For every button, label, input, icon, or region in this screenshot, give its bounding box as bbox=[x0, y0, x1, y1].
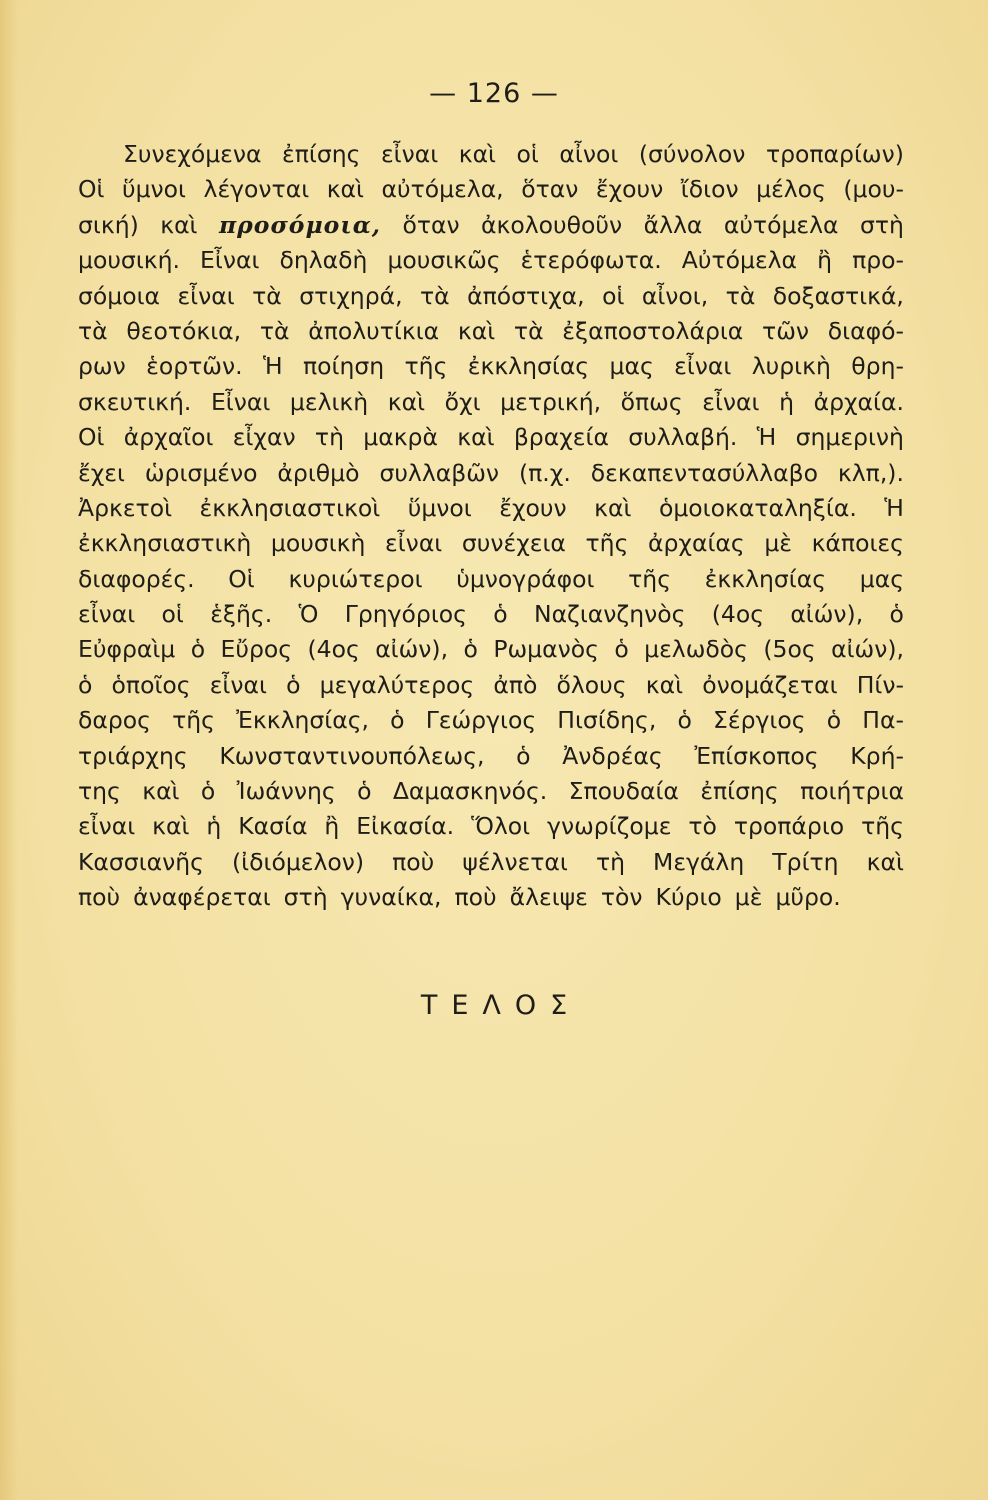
text-line: δαρος τῆς Ἐκκλησίας, ὁ Γεώργιος Πισίδης, ὁ Σέργιος ὁ Πα- bbox=[78, 706, 904, 735]
text-line: ἔχει ὡρισμένο ἀριθμὸ συλλαβῶν (π.χ. δεκαπεντασύλλαβο κλπ,). bbox=[78, 458, 904, 487]
text-line: Κασσιανῆς (ἰδιόμελον) ποὺ ψέλνεται τὴ Μεγάλη Τρίτη καὶ bbox=[78, 847, 904, 876]
text-line: τὰ θεοτόκια, τὰ ἀπολυτίκια καὶ τὰ ἐξαποστολάρια τῶν διαφό- bbox=[78, 316, 904, 345]
text-line: σική) καὶ προσόμοια, ὅταν ἀκολουθοῦν ἄλλα αὐτόμελα στὴ bbox=[78, 210, 904, 239]
emphasized-term: προσόμοια, bbox=[218, 210, 381, 239]
text-line: ποὺ ἀναφέρεται στὴ γυναίκα, ποὺ ἄλειψε τὸν Κύριο μὲ μῦρο. bbox=[78, 883, 841, 912]
text-line: σκευτική. Εἶναι μελικὴ καὶ ὄχι μετρική, ὅπως εἶναι ἡ ἀρχαία. bbox=[78, 387, 904, 416]
text-line: της καὶ ὁ Ἰωάννης ὁ Δαμασκηνός. Σπουδαία ἐπίσης ποιήτρια bbox=[78, 777, 904, 806]
text-line: διαφορές. Οἱ κυριώτεροι ὑμνογράφοι τῆς ἐκκλησίας μας bbox=[78, 564, 904, 593]
text-line: Συνεχόμενα ἐπίσης εἶναι καὶ οἱ αἶνοι (σύνολον τροπαρίων) bbox=[123, 140, 904, 168]
text-line: μουσική. Εἶναι δηλαδὴ μουσικῶς ἑτερόφωτα. Αὐτόμελα ἢ προ- bbox=[78, 246, 904, 275]
page-edge-shadow bbox=[0, 0, 18, 1500]
text-line: Ἀρκετοὶ ἐκκλησιαστικοὶ ὕμνοι ἔχουν καὶ ὁμοιοκαταληξία. Ἡ bbox=[78, 493, 904, 522]
text-line: ὁ ὁποῖος εἶναι ὁ μεγαλύτερος ἀπὸ ὅλους καὶ ὀνομάζεται Πίν- bbox=[78, 670, 904, 699]
text-line: Οἱ ὕμνοι λέγονται καὶ αὐτόμελα, ὅταν ἔχουν ἴδιον μέλος (μου- bbox=[78, 175, 904, 204]
text-line: σόμοια εἶναι τὰ στιχηρά, τὰ ἀπόστιχα, οἱ αἶνοι, τὰ δοξαστικά, bbox=[78, 281, 904, 310]
text-line: τριάρχης Κωνσταντινουπόλεως, ὁ Ἀνδρέας Ἐπίσκοπος Κρή- bbox=[78, 741, 904, 770]
text-line: Εὐφραὶμ ὁ Εὔρος (4ος αἰών), ὁ Ρωμανὸς ὁ μελωδὸς (5ος αἰών), bbox=[78, 635, 904, 664]
text-line: εἶναι οἱ ἑξῆς. Ὁ Γρηγόριος ὁ Ναζιανζηνὸς (4ος αἰών), ὁ bbox=[78, 600, 904, 629]
text-line: ἐκκλησιαστικὴ μουσικὴ εἶναι συνέχεια τῆς ἀρχαίας μὲ κάποιες bbox=[78, 529, 904, 558]
body-text bbox=[78, 140, 904, 919]
text-line: ρων ἑορτῶν. Ἡ ποίηση τῆς ἐκκλησίας μας εἶναι λυρικὴ θρη- bbox=[78, 352, 904, 381]
end-mark: ΤΕΛΟΣ bbox=[420, 990, 582, 1021]
text-line: Οἱ ἀρχαῖοι εἶχαν τὴ μακρὰ καὶ βραχεία συλλαβή. Ἡ σημερινὴ bbox=[78, 423, 904, 452]
text-line: εἶναι καὶ ἡ Κασία ἢ Εἰκασία. Ὅλοι γνωρίζομε τὸ τροπάριο τῆς bbox=[78, 812, 904, 841]
page-number: — 126 — bbox=[429, 78, 559, 109]
